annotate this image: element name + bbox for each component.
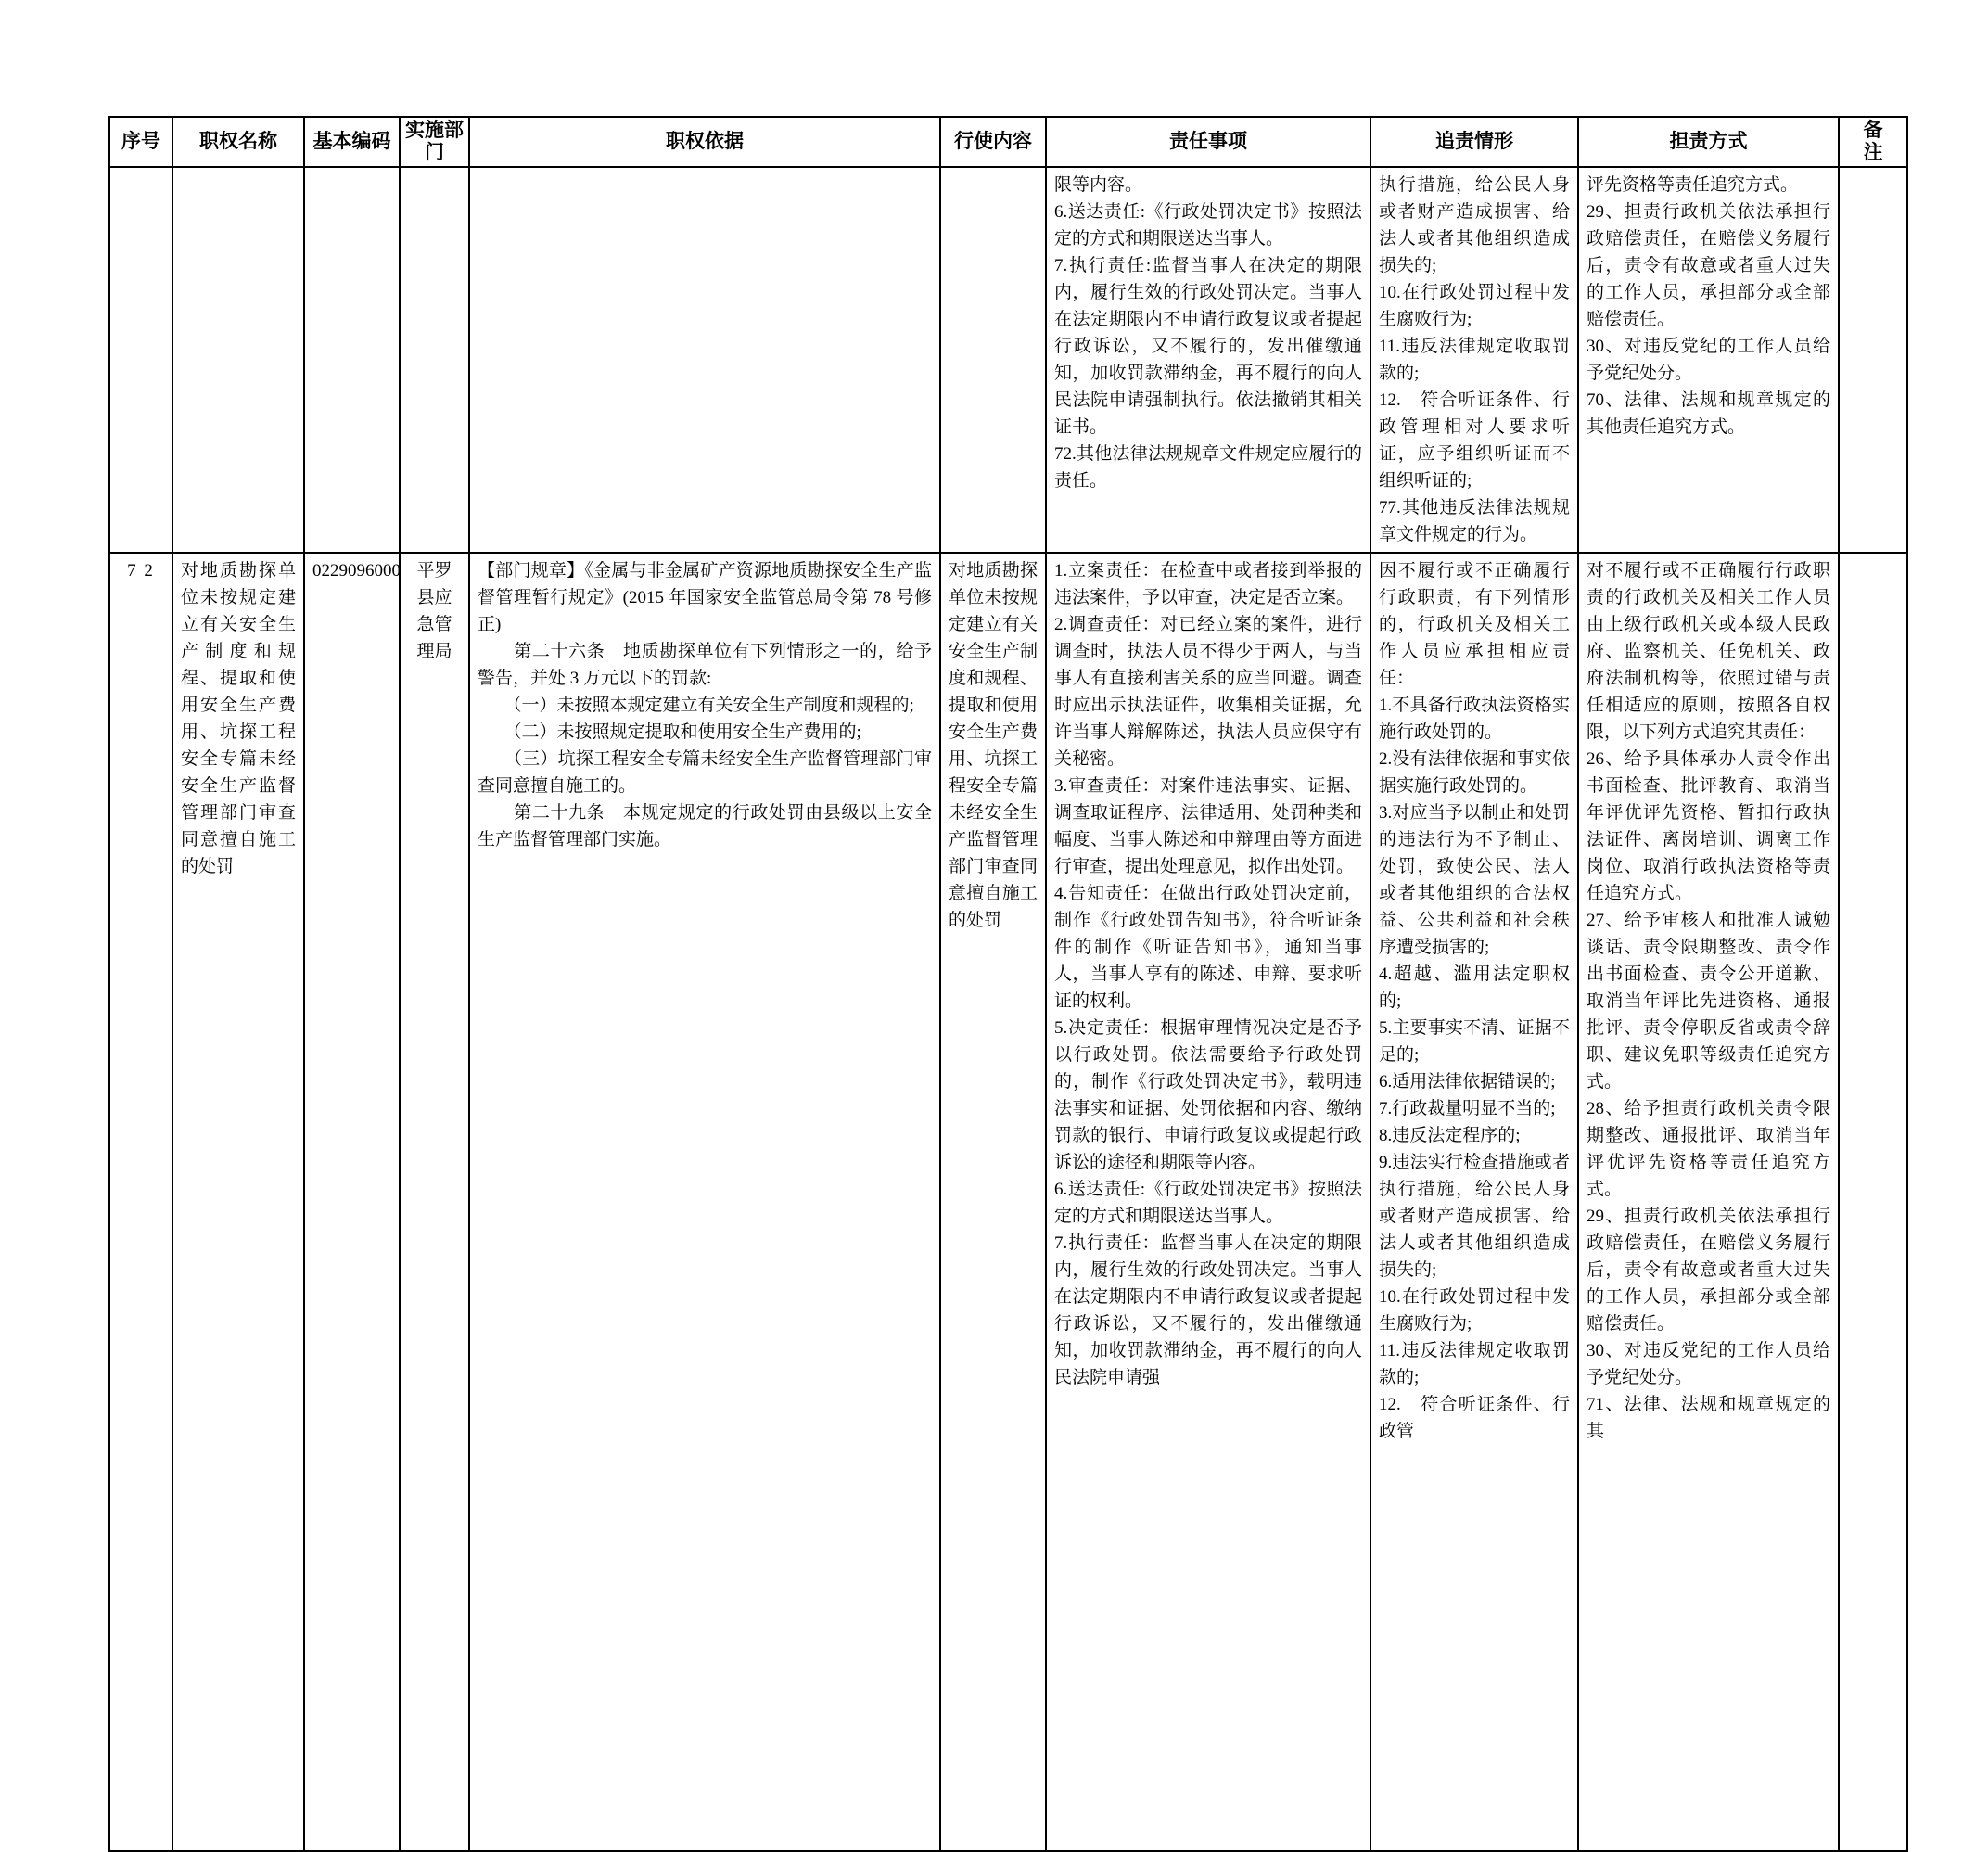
cell-remarks bbox=[1839, 553, 1907, 1851]
accountability-situations-text: 执行措施，给公民人身或者财产造成损害、给法人或者其他组织造成损失的; 10.在行政处罚过程中发生腐败行为; 11.违反法律规定收取罚款的; 12. 符合听证条件、行政管理相对人要求听证，应予组织听证而不组织听证的; 77.其他违反法律法规规章文件规定的行为。 bbox=[1379, 175, 1570, 545]
cell-accountability-methods bbox=[1578, 167, 1839, 553]
header-power-name-label: 职权名称 bbox=[199, 131, 277, 153]
header-basic-code bbox=[304, 117, 400, 167]
header-exercise-content bbox=[940, 117, 1046, 167]
cell-serial-number bbox=[109, 167, 172, 553]
cell-power-name bbox=[172, 167, 304, 553]
header-department bbox=[400, 117, 469, 167]
cell-legal-basis bbox=[469, 167, 940, 553]
cell-remarks bbox=[1839, 167, 1907, 553]
header-remarks bbox=[1839, 117, 1907, 167]
header-remarks-label: 备注 bbox=[1863, 120, 1883, 164]
header-responsibility-items bbox=[1046, 117, 1370, 167]
power-duty-table bbox=[108, 116, 1908, 1852]
header-exercise-content-label: 行使内容 bbox=[954, 131, 1032, 153]
table-row-72 bbox=[109, 553, 1907, 1851]
table-header-row bbox=[109, 117, 1907, 167]
accountability-methods-text: 对不履行或不正确履行行政职责的行政机关及相关工作人员由上级行政机关或本级人民政府、监察机关、任免机关、政府法制机构等，依照过错与责任相适应的原则，按照各自权限，以下列方式追究其责任： 26、给予具体承办人责令作出书面检查、批评教育、取消当年评优评先资格、暂扣行政执法证件、离岗培训、调离工作岗位、取消行政执法资格等责任追究方式。 27、给予审核人和批准人诫勉谈话、责令限期整改、责令作出书面检查、责令公开道歉、取消当年评比先进资格、通报批评、责令停职反省或责令辞职、建议免职等级责任追究方式。 28、给予担责行政机关责令限期整改、通报批评、取消当年评优评先资格等责任追究方式。 29、担责行政机关依法承担行政赔偿责任，在赔偿义务履行后，责令有故意或者重大过失的工作人员，承担部分或全部赔偿责任。 30、对违反党纪的工作人员给予党纪处分。 71、法律、法规和规章规定的其 bbox=[1587, 561, 1830, 1442]
header-legal-basis-label: 职权依据 bbox=[666, 131, 744, 153]
department-text: 平罗县应急管理局 bbox=[416, 561, 452, 662]
accountability-methods-text: 评先资格等责任追究方式。 29、担责行政机关依法承担行政赔偿责任，在赔偿义务履行后，责令有故意或者重大过失的工作人员，承担部分或全部赔偿责任。 30、对违反党纪的工作人员给予党纪处分。 70、法律、法规和规章规定的其他责任追究方式。 bbox=[1587, 175, 1830, 438]
header-accountability-methods bbox=[1578, 117, 1839, 167]
power-name-text: 对地质勘探单位未按规定建立有关安全生产制度和规程、提取和使用安全生产费用、坑探工程安全专篇未经安全生产监督管理部门审查同意擅自施工的处罚 bbox=[181, 561, 296, 877]
cell-accountability-situations bbox=[1370, 553, 1578, 1851]
header-department-label: 实施部门 bbox=[405, 120, 464, 164]
header-serial-label: 序号 bbox=[121, 131, 160, 153]
cell-basic-code bbox=[304, 553, 400, 1851]
header-legal-basis bbox=[469, 117, 940, 167]
cell-accountability-situations bbox=[1370, 167, 1578, 553]
cell-power-name bbox=[172, 553, 304, 1851]
header-power-name bbox=[172, 117, 304, 167]
responsibility-items-text: 1.立案责任：在检查中或者接到举报的违法案件，予以审查，决定是否立案。 2.调查责任：对已经立案的案件，进行调查时，执法人员不得少于两人，与当事人有直接利害关系的应当回避。调查时应出示执法证件，收集相关证据，允许当事人辩解陈述，执法人员应保守有关秘密。 3.审查责任：对案件违法事实、证据、调查取证程序、法律适用、处罚种类和幅度、当事人陈述和申辩理由等方面进行审查，提出处理意见，拟作出处罚。 4.告知责任：在做出行政处罚决定前，制作《行政处罚告知书》，符合听证条件的制作《听证告知书》，通知当事人，当事人享有的陈述、申辩、要求听证的权利。 5.决定责任：根据审理情况决定是否予以行政处罚。依法需要给予行政处罚的，制作《行政处罚决定书》，载明违法事实和证据、处罚依据和内容、缴纳罚款的银行、申请行政复议或提起行政诉讼的途径和期限等内容。 6.送达责任:《行政处罚决定书》按照法定的方式和期限送达当事人。 7.执行责任：监督当事人在决定的期限内，履行生效的行政处罚决定。当事人在法定期限内不申请行政复议或者提起行政诉讼，又不履行的，发出催缴通知，加收罚款滞纳金，再不履行的向人民法院申请强 bbox=[1054, 561, 1362, 1388]
exercise-content-text: 对地质勘探单位未按规定建立有关安全生产制度和规程、提取和使用安全生产费用、坑探工程安全专篇未经安全生产监督管理部门审查同意擅自施工的处罚 bbox=[949, 561, 1038, 931]
cell-department bbox=[400, 553, 469, 1851]
header-accountability-methods-label: 担责方式 bbox=[1669, 131, 1748, 153]
accountability-situations-text: 因不履行或不正确履行行政职责，有下列情形的，行政机关及相关工作人员应承担相应责任： 1.不具备行政执法资格实施行政处罚的。 2.没有法律依据和事实依据实施行政处罚的。 3.对应当予以制止和处罚的违法行为不予制止、处罚，致使公民、法人或者其他组织的合法权益、公共利益和社会秩序遭受损害的; 4.超越、滥用法定职权的; 5.主要事实不清、证据不足的; 6.适用法律依据错误的; 7.行政裁量明显不当的; 8.违反法定程序的; 9.违法实行检查措施或者执行措施，给公民人身或者财产造成损害、给法人或者其他组织造成损失的; 10.在行政处罚过程中发生腐败行为; 11.违反法律规定收取罚款的; 12. 符合听证条件、行政管 bbox=[1379, 561, 1570, 1442]
responsibility-items-text: 限等内容。 6.送达责任:《行政处罚决定书》按照法定的方式和期限送达当事人。 7.执行责任:监督当事人在决定的期限内，履行生效的行政处罚决定。当事人在法定期限内不申请行政复议或者提起行政诉讼，又不履行的，发出催缴通知，加收罚款滞纳金，再不履行的向人民法院申请强制执行。依法撤销其相关证书。 72.其他法律法规规章文件规定应履行的责任。 bbox=[1054, 175, 1362, 492]
serial-text: 7 2 bbox=[127, 561, 155, 581]
cell-department bbox=[400, 167, 469, 553]
cell-exercise-content bbox=[940, 553, 1046, 1851]
header-responsibility-items-label: 责任事项 bbox=[1169, 131, 1247, 153]
cell-basic-code bbox=[304, 167, 400, 553]
header-accountability-situations bbox=[1370, 117, 1578, 167]
cell-responsibility-items bbox=[1046, 553, 1370, 1851]
cell-responsibility-items bbox=[1046, 167, 1370, 553]
header-basic-code-label: 基本编码 bbox=[312, 131, 391, 153]
cell-legal-basis bbox=[469, 553, 940, 1851]
cell-exercise-content bbox=[940, 167, 1046, 553]
header-accountability-situations-label: 追责情形 bbox=[1435, 131, 1513, 153]
cell-accountability-methods bbox=[1578, 553, 1839, 1851]
header-serial-number bbox=[109, 117, 172, 167]
legal-basis-text: 【部门规章】《金属与非金属矿产资源地质勘探安全生产监督管理暂行规定》(2015 年国家安全监管总局令第 78 号修正) 第二十六条 地质勘探单位有下列情形之一的，给予警告，并处 3 万元以下的罚款: （一）未按照本规定建立有关安全生产制度和规程的; （二）未按照规定提取和使用安全生产费用的; （三）坑探工程安全专篇未经安全生产监督管理部门审查同意擅自施工的。 第二十九条 本规定规定的行政处罚由县级以上安全生产监督管理部门实施。 bbox=[478, 561, 932, 850]
table-row-continuation bbox=[109, 167, 1907, 553]
cell-serial-number bbox=[109, 553, 172, 1851]
basic-code-text: 0229096000 bbox=[312, 561, 401, 581]
